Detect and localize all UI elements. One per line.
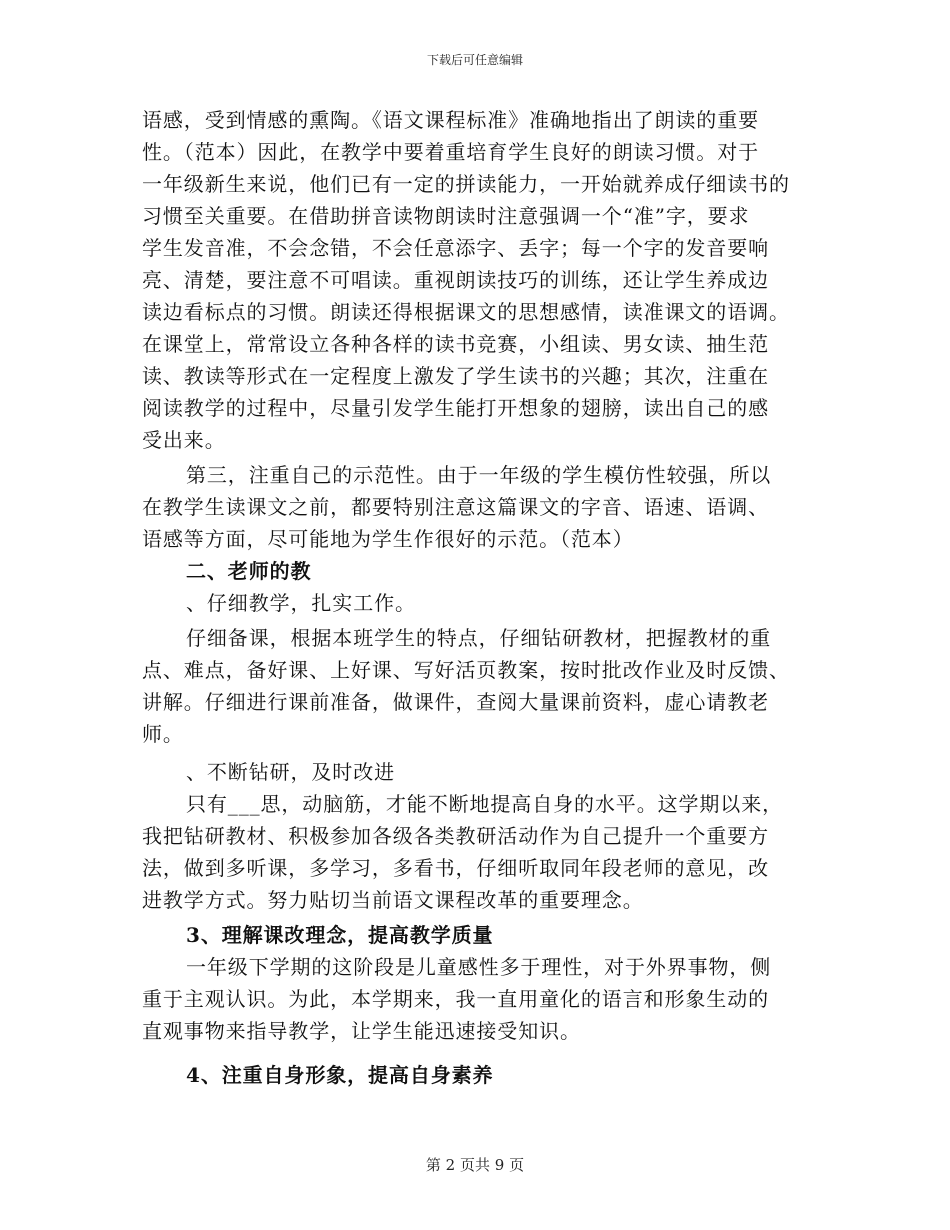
body-line: 读边看标点的习惯。朗读还得根据课文的思想感情，读准课文的语调。 <box>142 300 790 324</box>
document-body <box>142 104 810 1091</box>
paragraph-start-line: 仔细备课，根据本班学生的特点，仔细钻研教材，把握教材的重 <box>186 626 772 650</box>
page-header: 下载后可任意编辑 <box>426 53 523 67</box>
body-line: 讲解。仔细进行课前准备，做课件，查阅大量课前资料，虚心请教老 <box>142 690 769 714</box>
body-line: 直观事物来指导教学，让学生能迅速接受知识。 <box>142 1019 581 1043</box>
page-footer: 第 2 页共 9 页 <box>425 1156 525 1174</box>
body-line: 重于主观认识。为此，本学期来，我一直用童化的语言和形象生动的 <box>142 987 769 1011</box>
body-line: 一年级新生来说，他们已有一定的拼读能力，一开始就养成仔细读书的 <box>142 172 790 196</box>
body-line: 法，做到多听课，多学习，多看书，仔细听取同年段老师的意见，改 <box>142 856 769 880</box>
body-line: 亮、清楚，要注意不可唱读。重视朗读技巧的训练，还让学生养成边 <box>142 268 769 292</box>
body-line: 阅读教学的过程中，尽量引发学生能打开想象的翅膀，读出自己的感 <box>142 396 769 420</box>
section-heading: 3、理解课改理念，提高教学质量 <box>186 923 494 947</box>
body-line: 学生发音准，不会念错，不会任意添字、丢字；每一个字的发音要响 <box>142 236 769 260</box>
body-line: 在课堂上，常常设立各种各样的读书竞赛，小组读、男女读、抽生范 <box>142 332 769 356</box>
body-line: 受出来。 <box>142 428 226 452</box>
section-heading: 4、注重自身形象，提高自身素养 <box>186 1063 494 1087</box>
paragraph-start-line: 只有___思，动脑筋，才能不断地提高自身的水平。这学期以来， <box>186 792 783 816</box>
paragraph-start-line: 第三，注重自己的示范性。由于一年级的学生模仿性较强，所以 <box>186 463 772 487</box>
body-line: 语感等方面，尽可能地为学生作很好的示范。（范本） <box>142 527 634 551</box>
body-line: 习惯至关重要。在借助拼音读物朗读时注意强调一个“准”字，要求 <box>142 204 750 228</box>
subsection-heading: 、仔细教学，扎实工作。 <box>186 591 416 615</box>
body-line: 语感，受到情感的熏陶。《语文课程标准》准确地指出了朗读的重要 <box>142 108 759 132</box>
section-heading: 二、老师的教 <box>186 559 312 583</box>
body-line: 进教学方式。努力贴切当前语文课程改革的重要理念。 <box>142 888 644 912</box>
body-line: 师。 <box>142 722 184 746</box>
subsection-heading: 、不断钻研，及时改进 <box>186 760 395 784</box>
body-line: 点、难点，备好课、上好课、写好活页教案，按时批改作业及时反馈、 <box>142 658 790 682</box>
body-line: 在教学生读课文之前，都要特别注意这篇课文的字音、语速、语调、 <box>142 495 769 519</box>
paragraph-start-line: 一年级下学期的这阶段是儿童感性多于理性，对于外界事物，侧 <box>186 955 772 979</box>
body-line: 读、教读等形式在一定程度上激发了学生读书的兴趣；其次，注重在 <box>142 364 769 388</box>
body-line: 性。（范本）因此，在教学中要着重培育学生良好的朗读习惯。对于 <box>142 140 759 164</box>
body-line: 我把钻研教材、积极参加各级各类教研活动作为自己提升一个重要方 <box>142 824 769 848</box>
